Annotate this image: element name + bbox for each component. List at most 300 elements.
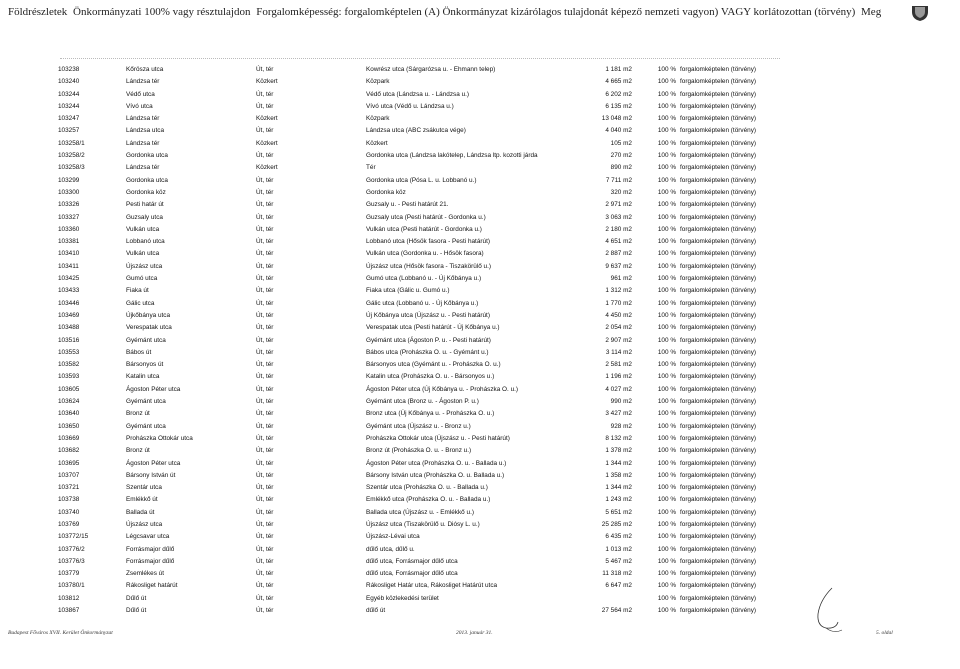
area-cell: 4 027 m2	[605, 385, 632, 393]
table-row	[58, 322, 840, 334]
area-cell: 928 m2	[610, 422, 632, 430]
parcel-id-cell: 103780/1	[58, 582, 85, 590]
area-cell: 25 285 m2	[601, 520, 632, 528]
land-use-cell: Közkert	[256, 115, 278, 123]
ownership-share-cell: 100 %	[657, 570, 676, 578]
parcel-id-cell: 103740	[58, 508, 80, 516]
description-cell: Gyémánt utca (Újszász u. - Bronz u.)	[366, 422, 471, 430]
street-name-cell: Lobbanó utca	[126, 238, 165, 246]
parcel-id-cell: 103247	[58, 115, 80, 123]
land-use-cell: Út, tér	[256, 508, 274, 516]
description-cell: Szentár utca (Prohászka O. u. - Ballada u.)	[366, 484, 488, 492]
marketability-cell: forgalomképtelen (törvény)	[680, 422, 757, 430]
description-cell: Rákosliget Határ utca, Rákosliget Határút utca	[366, 582, 498, 590]
area-cell: 1 181 m2	[605, 66, 632, 73]
parcel-id-cell: 103776/3	[58, 557, 85, 565]
ownership-share-cell: 100 %	[657, 545, 676, 553]
land-register-table	[58, 64, 840, 617]
land-use-cell: Út, tér	[256, 398, 274, 406]
ownership-share-cell: 100 %	[657, 78, 676, 86]
street-name-cell: Gyémánt utca	[126, 422, 166, 430]
parcel-id-cell: 103360	[58, 225, 80, 233]
area-cell: 7 711 m2	[605, 176, 632, 184]
description-cell: Bábos utca (Prohászka O. u. - Gyémánt u.)	[366, 348, 489, 356]
ownership-share-cell: 100 %	[657, 238, 676, 246]
street-name-cell: Újszász utca	[126, 262, 163, 270]
ownership-share-cell: 100 %	[657, 557, 676, 565]
ownership-share-cell: 100 %	[657, 471, 676, 479]
land-use-cell: Út, tér	[256, 484, 274, 492]
land-use-cell: Közkert	[256, 139, 278, 147]
land-use-cell: Út, tér	[256, 594, 274, 602]
land-use-cell: Út, tér	[256, 336, 274, 344]
land-use-cell: Út, tér	[256, 201, 274, 209]
ownership-share-cell: 100 %	[657, 324, 676, 332]
marketability-cell: forgalomképtelen (törvény)	[680, 311, 757, 319]
marketability-cell: forgalomképtelen (törvény)	[680, 78, 757, 86]
marketability-cell: forgalomképtelen (törvény)	[680, 188, 757, 196]
street-name-cell: Bársonyos út	[126, 361, 164, 369]
street-name-cell: Ágoston Péter utca	[126, 385, 181, 393]
table-row	[58, 212, 840, 224]
description-cell: Új Kőbánya utca (Újszász u. - Pesti határút)	[366, 311, 490, 319]
description-cell: Vulkán utca (Pesti határút - Gordonka u.)	[366, 225, 482, 233]
description-cell: Ágoston Péter utca (Prohászka O. u. - Ballada u.)	[366, 459, 507, 467]
table-row	[58, 593, 840, 605]
ownership-share-cell: 100 %	[657, 225, 676, 233]
parcel-id-cell: 103240	[58, 78, 80, 86]
street-name-cell: Zsemlékes út	[126, 570, 165, 578]
table-row	[58, 138, 840, 150]
parcel-id-cell: 103299	[58, 176, 80, 184]
land-use-cell: Út, tér	[256, 348, 274, 356]
land-use-cell: Út, tér	[256, 557, 274, 565]
description-cell: Lándzsa utca (ABC zsákutca vége)	[366, 127, 466, 135]
area-cell: 1 378 m2	[605, 447, 632, 455]
area-cell: 8 132 m2	[605, 434, 632, 442]
handwritten-signature	[808, 580, 848, 640]
description-cell: Újszász-Lévai utca	[366, 533, 420, 541]
ownership-share-cell: 100 %	[657, 287, 676, 295]
marketability-cell: forgalomképtelen (törvény)	[680, 361, 757, 369]
street-name-cell: Gyémánt utca	[126, 398, 166, 406]
parcel-id-cell: 103446	[58, 299, 80, 307]
street-name-cell: Lándzsa tér	[126, 115, 160, 123]
table-row	[58, 580, 840, 592]
table-row	[58, 445, 840, 457]
ownership-share-cell: 100 %	[657, 607, 676, 615]
ownership-share-cell: 100 %	[657, 275, 676, 283]
area-cell	[578, 593, 638, 605]
land-use-cell: Út, tér	[256, 459, 274, 467]
table-row	[58, 556, 840, 568]
land-use-cell: Út, tér	[256, 299, 274, 307]
marketability-cell: forgalomképtelen (törvény)	[680, 607, 757, 615]
area-cell: 1 013 m2	[605, 545, 632, 553]
description-cell: Ágoston Péter utca (Új Kőbánya u. - Prohászka O. u.)	[366, 385, 519, 393]
street-name-cell: Vívó utca	[126, 102, 153, 110]
marketability-cell: forgalomképtelen (törvény)	[680, 250, 757, 258]
parcel-id-cell: 103326	[58, 201, 80, 209]
ownership-share-cell: 100 %	[657, 520, 676, 528]
description-cell: Közkert	[366, 139, 388, 147]
land-use-cell: Út, tér	[256, 324, 274, 332]
description-cell: Fiaka utca (Gálic u. Gumó u.)	[366, 287, 450, 295]
ownership-share-cell: 100 %	[657, 508, 676, 516]
description-cell: Újszász utca (Hősök fasora - Tiszakörülő u.)	[366, 262, 492, 270]
area-cell: 990 m2	[610, 398, 632, 406]
table-row	[58, 531, 840, 543]
street-name-cell: Lándzsa tér	[126, 164, 160, 172]
marketability-cell: forgalomképtelen (törvény)	[680, 459, 757, 467]
marketability-cell: forgalomképtelen (törvény)	[680, 471, 757, 479]
table-row	[58, 248, 840, 260]
parcel-id-cell: 103327	[58, 213, 80, 221]
marketability-cell: forgalomképtelen (törvény)	[680, 557, 757, 565]
street-name-cell: Pesti határ út	[126, 201, 164, 209]
land-use-cell: Út, tér	[256, 176, 274, 184]
marketability-cell: forgalomképtelen (törvény)	[680, 287, 757, 295]
area-cell: 2 971 m2	[605, 201, 632, 209]
area-cell: 270 m2	[610, 152, 632, 160]
description-cell: Vulkán utca (Gordonka u. - Hősök fasora)	[366, 250, 484, 258]
table-row	[58, 175, 840, 187]
description-cell: Vívó utca (Védő u. Lándzsa u.)	[366, 102, 454, 110]
table-row	[58, 199, 840, 211]
parcel-id-cell: 103605	[58, 385, 80, 393]
description-cell: dűlő utca, Forrásmajor dűlő utca	[366, 557, 458, 565]
area-cell: 320 m2	[610, 188, 632, 196]
header-col-marketability: Forgalomképesség: forgalomképtelen (A) Önkormányzat kizárólagos tulajdonát képező nemzeti vagyon) VAGY korlátozottan (törvény)	[256, 6, 856, 18]
area-cell: 6 647 m2	[605, 582, 632, 590]
marketability-cell: forgalomképtelen (törvény)	[680, 545, 757, 553]
table-row	[58, 335, 840, 347]
table-row	[58, 494, 840, 506]
area-cell: 3 063 m2	[605, 213, 632, 221]
street-name-cell: Prohászka Ottokár utca	[126, 434, 193, 442]
marketability-cell: forgalomképtelen (törvény)	[680, 90, 757, 98]
marketability-cell: forgalomképtelen (törvény)	[680, 520, 757, 528]
table-row	[58, 125, 840, 137]
description-cell: Bronz utca (Új Kőbánya u. - Prohászka O. u.)	[366, 410, 495, 418]
land-use-cell: Út, tér	[256, 607, 274, 615]
parcel-id-cell: 103772/15	[58, 533, 89, 541]
marketability-cell: forgalomképtelen (törvény)	[680, 115, 757, 123]
description-cell: Katalin utca (Prohászka O. u. - Bársonyos u.)	[366, 373, 495, 381]
description-cell: Gordonka utca (Pósa L. u. Lobbanó u.)	[366, 176, 477, 184]
description-cell: dűlő utca, dűlő u.	[366, 545, 415, 553]
land-use-cell: Út, tér	[256, 361, 274, 369]
area-cell: 5 651 m2	[605, 508, 632, 516]
land-use-cell: Út, tér	[256, 447, 274, 455]
parcel-id-cell: 103410	[58, 250, 80, 258]
ownership-share-cell: 100 %	[657, 66, 676, 73]
marketability-cell: forgalomképtelen (törvény)	[680, 582, 757, 590]
table-row	[58, 507, 840, 519]
area-cell: 5 467 m2	[605, 557, 632, 565]
ownership-share-cell: 100 %	[657, 127, 676, 135]
table-row	[58, 162, 840, 174]
land-use-cell: Út, tér	[256, 533, 274, 541]
street-name-cell: Vulkán utca	[126, 225, 160, 233]
table-row	[58, 568, 840, 580]
street-name-cell: Dűlő út	[126, 594, 147, 602]
description-cell: Gordonka köz	[366, 188, 406, 196]
street-name-cell: Verespatak utca	[126, 324, 172, 332]
area-cell: 27 564 m2	[601, 607, 632, 615]
description-cell: Gyémánt utca (Bronz u. - Ágoston P. u.)	[366, 398, 479, 406]
table-row	[58, 310, 840, 322]
land-use-cell: Út, tér	[256, 250, 274, 258]
area-cell: 4 450 m2	[605, 311, 632, 319]
ownership-share-cell: 100 %	[657, 299, 676, 307]
table-row	[58, 359, 840, 371]
street-name-cell: Újszász utca	[126, 520, 163, 528]
street-name-cell: Bársony István út	[126, 471, 176, 479]
land-use-cell: Út, tér	[256, 570, 274, 578]
street-name-cell: Forrásmajor dűlő	[126, 557, 175, 565]
table-row	[58, 113, 840, 125]
marketability-cell: forgalomképtelen (törvény)	[680, 398, 757, 406]
marketability-cell: forgalomképtelen (törvény)	[680, 348, 757, 356]
parcel-id-cell: 103650	[58, 422, 80, 430]
land-use-cell: Út, tér	[256, 213, 274, 221]
marketability-cell: forgalomképtelen (törvény)	[680, 496, 757, 504]
ownership-share-cell: 100 %	[657, 250, 676, 258]
street-name-cell: Forrásmajor dűlő	[126, 545, 175, 553]
area-cell: 6 435 m2	[605, 533, 632, 541]
description-cell: Bronz út (Prohászka O. u. - Bronz u.)	[366, 447, 472, 455]
table-row	[58, 236, 840, 248]
ownership-share-cell: 100 %	[657, 115, 676, 123]
table-row	[58, 396, 840, 408]
ownership-share-cell: 100 %	[657, 201, 676, 209]
land-use-cell: Út, tér	[256, 545, 274, 553]
ownership-share-cell: 100 %	[657, 434, 676, 442]
street-name-cell: Gordonka utca	[126, 152, 168, 160]
ownership-share-cell: 100 %	[657, 213, 676, 221]
street-name-cell: Kőrösza utca	[126, 66, 164, 73]
header-col-ownership: Önkormányzati 100% vagy résztulajdon	[73, 6, 251, 18]
parcel-id-cell: 103553	[58, 348, 80, 356]
marketability-cell: forgalomképtelen (törvény)	[680, 275, 757, 283]
area-cell: 13 048 m2	[601, 115, 632, 123]
street-name-cell: Gumó utca	[126, 275, 158, 283]
table-row	[58, 298, 840, 310]
street-name-cell: Bronz út	[126, 410, 150, 418]
description-cell: dűlő utca, Forrásmajor dűlő utca	[366, 570, 458, 578]
page-header	[8, 6, 948, 24]
area-cell: 105 m2	[610, 139, 632, 147]
ownership-share-cell: 100 %	[657, 90, 676, 98]
land-use-cell: Út, tér	[256, 66, 274, 73]
land-use-cell: Út, tér	[256, 275, 274, 283]
description-cell: Gálic utca (Lobbanó u. - Új Kőbánya u.)	[366, 299, 479, 307]
ownership-share-cell: 100 %	[657, 164, 676, 172]
area-cell: 6 202 m2	[605, 90, 632, 98]
description-cell: Emlékkő utca (Prohászka O. u. - Ballada u.)	[366, 496, 491, 504]
marketability-cell: forgalomképtelen (törvény)	[680, 127, 757, 135]
land-use-cell: Út, tér	[256, 520, 274, 528]
parcel-id-cell: 103300	[58, 188, 80, 196]
street-name-cell: Vulkán utca	[126, 250, 160, 258]
parcel-id-cell: 103640	[58, 410, 80, 418]
ownership-share-cell: 100 %	[657, 311, 676, 319]
parcel-id-cell: 103488	[58, 324, 80, 332]
ownership-share-cell: 100 %	[657, 496, 676, 504]
area-cell: 2 581 m2	[605, 361, 632, 369]
table-row	[58, 433, 840, 445]
marketability-cell: forgalomképtelen (törvény)	[680, 139, 757, 147]
street-name-cell: Szentár utca	[126, 484, 162, 492]
parcel-id-cell: 103258/3	[58, 164, 85, 172]
area-cell: 1 344 m2	[605, 484, 632, 492]
ownership-share-cell: 100 %	[657, 348, 676, 356]
marketability-cell: forgalomképtelen (törvény)	[680, 225, 757, 233]
description-cell: Gordonka utca (Lándzsa lakótelep, Lándzsa ltp. kozotti járda	[366, 152, 538, 160]
marketability-cell: forgalomképtelen (törvény)	[680, 102, 757, 110]
parcel-id-cell: 103695	[58, 459, 80, 467]
area-cell: 4 651 m2	[605, 238, 632, 246]
street-name-cell: Ballada út	[126, 508, 155, 516]
parcel-id-cell: 103244	[58, 102, 80, 110]
land-use-cell: Közkert	[256, 164, 278, 172]
parcel-id-cell: 103769	[58, 520, 80, 528]
marketability-cell: forgalomképtelen (törvény)	[680, 336, 757, 344]
footer-page-number: 5. oldal	[876, 630, 893, 636]
parcel-id-cell: 103258/1	[58, 139, 85, 147]
street-name-cell: Rákosliget határút	[126, 582, 178, 590]
ownership-share-cell: 100 %	[657, 533, 676, 541]
land-use-cell: Út, tér	[256, 287, 274, 295]
description-cell: Guzsaly utca (Pesti határút - Gordonka u.)	[366, 213, 486, 221]
marketability-cell: forgalomképtelen (törvény)	[680, 570, 757, 578]
marketability-cell: forgalomképtelen (törvény)	[680, 385, 757, 393]
street-name-cell: Bábos út	[126, 348, 152, 356]
area-cell: 9 637 m2	[605, 262, 632, 270]
ownership-share-cell: 100 %	[657, 188, 676, 196]
table-row	[58, 101, 840, 113]
marketability-cell: forgalomképtelen (törvény)	[680, 324, 757, 332]
parcel-id-cell: 103721	[58, 484, 80, 492]
marketability-cell: forgalomképtelen (törvény)	[680, 373, 757, 381]
land-use-cell: Út, tér	[256, 496, 274, 504]
marketability-cell: forgalomképtelen (törvény)	[680, 201, 757, 209]
description-cell: Bársonyos utca (Gyémánt u. - Prohászka O. u.)	[366, 361, 501, 369]
table-row	[58, 187, 840, 199]
parcel-id-cell: 103516	[58, 336, 80, 344]
table-row	[58, 261, 840, 273]
land-use-cell: Út, tér	[256, 225, 274, 233]
land-use-cell: Út, tér	[256, 410, 274, 418]
parcel-id-cell: 103707	[58, 471, 80, 479]
area-cell: 1 312 m2	[605, 287, 632, 295]
street-name-cell: Lándzsa tér	[126, 139, 160, 147]
street-name-cell: Gordonka köz	[126, 188, 166, 196]
street-name-cell: Újkőbánya utca	[126, 311, 171, 319]
street-name-cell: Emlékkő út	[126, 496, 158, 504]
street-name-cell: Ágoston Péter utca	[126, 459, 181, 467]
marketability-cell: forgalomképtelen (törvény)	[680, 533, 757, 541]
parcel-id-cell: 103238	[58, 66, 80, 73]
ownership-share-cell: 100 %	[657, 398, 676, 406]
table-row	[58, 408, 840, 420]
parcel-id-cell: 103738	[58, 496, 80, 504]
area-cell: 961 m2	[610, 275, 632, 283]
table-row	[58, 347, 840, 359]
ownership-share-cell: 100 %	[657, 262, 676, 270]
parcel-id-cell: 103257	[58, 127, 80, 135]
description-cell: Verespatak utca (Pesti határút - Új Kőbánya u.)	[366, 324, 500, 332]
area-cell: 2 887 m2	[605, 250, 632, 258]
ownership-share-cell: 100 %	[657, 459, 676, 467]
area-cell: 4 665 m2	[605, 78, 632, 86]
street-name-cell: Guzsaly utca	[126, 213, 163, 221]
area-cell: 1 344 m2	[605, 459, 632, 467]
ownership-share-cell: 100 %	[657, 336, 676, 344]
parcel-id-cell: 103258/2	[58, 152, 85, 160]
land-use-cell: Út, tér	[256, 582, 274, 590]
parcel-id-cell: 103411	[58, 262, 79, 270]
parcel-id-cell: 103867	[58, 607, 80, 615]
description-cell: Tér	[366, 164, 376, 172]
ownership-share-cell: 100 %	[657, 447, 676, 455]
parcel-id-cell: 103433	[58, 287, 80, 295]
area-cell: 1 243 m2	[605, 496, 632, 504]
marketability-cell: forgalomképtelen (törvény)	[680, 299, 757, 307]
table-row	[58, 224, 840, 236]
land-use-cell: Út, tér	[256, 422, 274, 430]
land-use-cell: Út, tér	[256, 471, 274, 479]
ownership-share-cell: 100 %	[657, 373, 676, 381]
marketability-cell: forgalomképtelen (törvény)	[680, 434, 757, 442]
parcel-id-cell: 103381	[58, 238, 80, 246]
description-cell: Védő utca (Lándzsa u. - Lándzsa u.)	[366, 90, 470, 98]
land-use-cell: Út, tér	[256, 373, 274, 381]
ownership-share-cell: 100 %	[657, 152, 676, 160]
street-name-cell: Lándzsa tér	[126, 78, 160, 86]
parcel-id-cell: 103669	[58, 434, 80, 442]
parcel-id-cell: 103812	[58, 594, 80, 602]
description-cell: Ballada utca (Újszász u. - Emlékkő u.)	[366, 508, 474, 516]
street-name-cell: Védő utca	[126, 90, 155, 98]
marketability-cell: forgalomképtelen (törvény)	[680, 594, 757, 602]
area-cell: 2 054 m2	[605, 324, 632, 332]
parcel-id-cell: 103776/2	[58, 545, 85, 553]
ownership-share-cell: 100 %	[657, 410, 676, 418]
marketability-cell: forgalomképtelen (törvény)	[680, 262, 757, 270]
description-cell: Gyémánt utca (Ágoston P. u. - Pesti határút)	[366, 336, 491, 344]
description-cell: Guzsaly u. - Pesti határút 21.	[366, 201, 449, 209]
description-cell: Bársony István utca (Prohászka O. u. Ballada u.)	[366, 471, 505, 479]
marketability-cell: forgalomképtelen (törvény)	[680, 508, 757, 516]
parcel-id-cell: 103582	[58, 361, 80, 369]
description-cell: Gumó utca (Lobbanó u. - Új Kőbánya u.)	[366, 275, 482, 283]
coat-of-arms-icon	[906, 6, 934, 22]
land-use-cell: Út, tér	[256, 385, 274, 393]
marketability-cell: forgalomképtelen (törvény)	[680, 164, 757, 172]
parcel-id-cell: 103593	[58, 373, 80, 381]
street-name-cell: Gálic utca	[126, 299, 155, 307]
parcel-id-cell: 103624	[58, 398, 80, 406]
table-row	[58, 64, 840, 76]
marketability-cell: forgalomképtelen (törvény)	[680, 66, 757, 73]
area-cell: 1 770 m2	[605, 299, 632, 307]
table-row	[58, 470, 840, 482]
land-use-cell: Út, tér	[256, 238, 274, 246]
area-cell: 1 358 m2	[605, 471, 632, 479]
land-use-cell: Közkert	[256, 78, 278, 86]
